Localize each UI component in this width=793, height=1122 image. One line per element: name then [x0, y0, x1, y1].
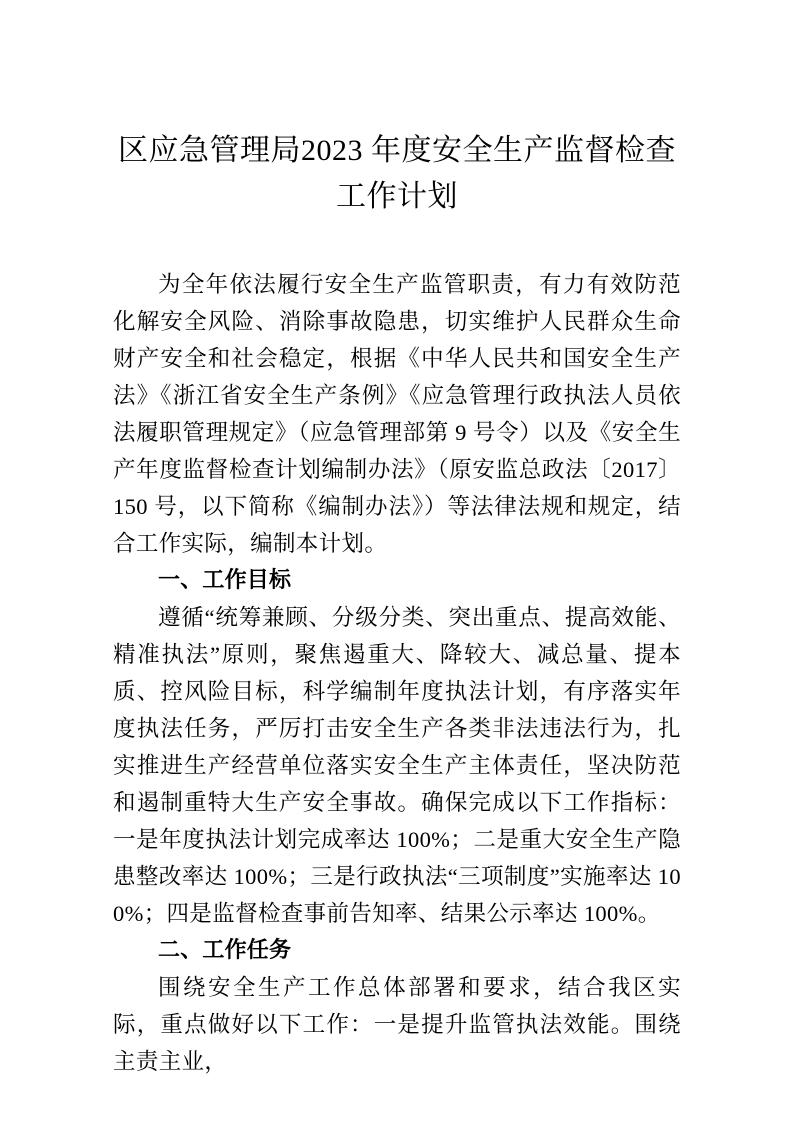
page-title: 区应急管理局2023 年度安全生产监督检查工作计划 [118, 134, 676, 213]
intro-paragraph: 为全年依法履行安全生产监管职责，有力有效防范化解安全风险、消除事故隐患，切实维护人民群众生命财产安全和社会稳定，根据《中华人民共和国安全生产法》《浙江省安全生产条例》《应急管理行政执法人员依法履职管理规定》（应急管理部第 9 号令）以及《安全生产年度监督检查计划编制办法》（原安监总政法〔2017〕150 号，以下简称《编制办法》）等法律法规和规定，结合工作实际，编制本计划。 [113, 272, 681, 556]
section-heading-2: 二、工作任务 [158, 938, 292, 963]
section-heading-1: 一、工作目标 [158, 568, 292, 593]
page-content [113, 0, 681, 1080]
work-goal-paragraph: 遵循“统筹兼顾、分级分类、突出重点、提高效能、精准执法”原则，聚焦遏重大、降较大、减总量、提本质、控风险目标，科学编制年度执法计划，有序落实年度执法任务，严厉打击安全生产各类非法违法行为，扎实推进生产经营单位落实安全生产主体责任，坚决防范和遏制重特大生产安全事故。确保完成以下工作指标：一是年度执法计划完成率达 100%；二是重大安全生产隐患整改率达 100%；三是行政执法“三项制度”实施率达 100%；四是监督检查事前告知率、结果公示率达 100%。 [113, 605, 681, 926]
work-task-paragraph: 围绕安全生产工作总体部署和要求，结合我区实际，重点做好以下工作：一是提升监管执法效能。围绕主责主业， [113, 975, 681, 1074]
